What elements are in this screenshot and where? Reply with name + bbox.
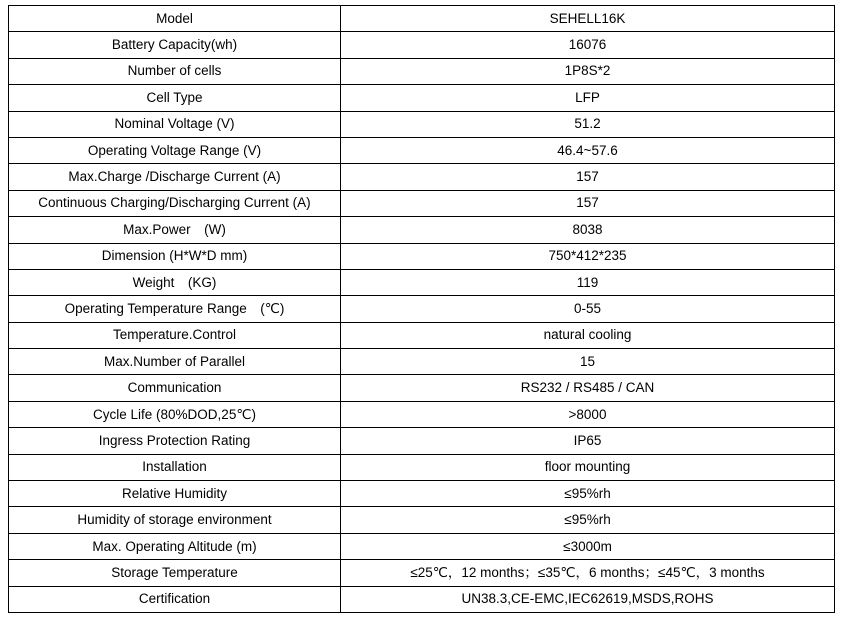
row-value: 0-55: [341, 296, 835, 322]
row-label: Operating Voltage Range (V): [9, 137, 341, 163]
row-value: 51.2: [341, 111, 835, 137]
row-value: 15: [341, 349, 835, 375]
table-row: [9, 296, 835, 322]
row-value: ≤95%rh: [341, 481, 835, 507]
row-value: 157: [341, 190, 835, 216]
row-label: Ingress Protection Rating: [9, 428, 341, 454]
row-value: LFP: [341, 85, 835, 111]
table-row: [9, 349, 835, 375]
table-row: [9, 586, 835, 612]
specification-table-body: [9, 6, 835, 613]
row-label: Max.Power (W): [9, 217, 341, 243]
row-label: Model: [9, 6, 341, 32]
table-row: [9, 533, 835, 559]
row-value: 750*412*235: [341, 243, 835, 269]
row-label: Temperature.Control: [9, 322, 341, 348]
row-label: Communication: [9, 375, 341, 401]
row-label: Installation: [9, 454, 341, 480]
row-value: UN38.3,CE-EMC,IEC62619,MSDS,ROHS: [341, 586, 835, 612]
row-value: 157: [341, 164, 835, 190]
row-label: Max. Operating Altitude (m): [9, 533, 341, 559]
row-value: ≤25℃，12 months；≤35℃，6 months；≤45℃，3 months: [341, 560, 835, 586]
row-label: Max.Charge /Discharge Current (A): [9, 164, 341, 190]
table-row: [9, 560, 835, 586]
table-row: [9, 375, 835, 401]
table-row: [9, 6, 835, 32]
table-row: [9, 481, 835, 507]
row-label: Number of cells: [9, 58, 341, 84]
table-row: [9, 32, 835, 58]
row-label: Certification: [9, 586, 341, 612]
row-value: 8038: [341, 217, 835, 243]
table-row: [9, 454, 835, 480]
row-label: Storage Temperature: [9, 560, 341, 586]
row-value: floor mounting: [341, 454, 835, 480]
table-row: [9, 401, 835, 427]
table-row: [9, 58, 835, 84]
row-value: IP65: [341, 428, 835, 454]
row-label: Max.Number of Parallel: [9, 349, 341, 375]
row-label: Continuous Charging/Discharging Current (A): [9, 190, 341, 216]
table-row: [9, 507, 835, 533]
row-label: Cell Type: [9, 85, 341, 111]
row-value: 16076: [341, 32, 835, 58]
row-value: SEHELL16K: [341, 6, 835, 32]
table-row: [9, 164, 835, 190]
row-label: Humidity of storage environment: [9, 507, 341, 533]
table-row: [9, 243, 835, 269]
row-value: RS232 / RS485 / CAN: [341, 375, 835, 401]
table-row: [9, 85, 835, 111]
row-label: Relative Humidity: [9, 481, 341, 507]
row-value: >8000: [341, 401, 835, 427]
table-row: [9, 269, 835, 295]
row-label: Weight (KG): [9, 269, 341, 295]
table-row: [9, 111, 835, 137]
row-value: 1P8S*2: [341, 58, 835, 84]
table-row: [9, 428, 835, 454]
table-row: [9, 322, 835, 348]
row-label: Dimension (H*W*D mm): [9, 243, 341, 269]
row-label: Cycle Life (80%DOD,25℃): [9, 401, 341, 427]
row-label: Operating Temperature Range (℃): [9, 296, 341, 322]
table-row: [9, 190, 835, 216]
table-row: [9, 137, 835, 163]
table-row: [9, 217, 835, 243]
row-value: ≤95%rh: [341, 507, 835, 533]
row-value: ≤3000m: [341, 533, 835, 559]
row-value: 46.4~57.6: [341, 137, 835, 163]
row-value: 119: [341, 269, 835, 295]
row-value: natural cooling: [341, 322, 835, 348]
specification-table: [8, 5, 835, 613]
row-label: Battery Capacity(wh): [9, 32, 341, 58]
row-label: Nominal Voltage (V): [9, 111, 341, 137]
